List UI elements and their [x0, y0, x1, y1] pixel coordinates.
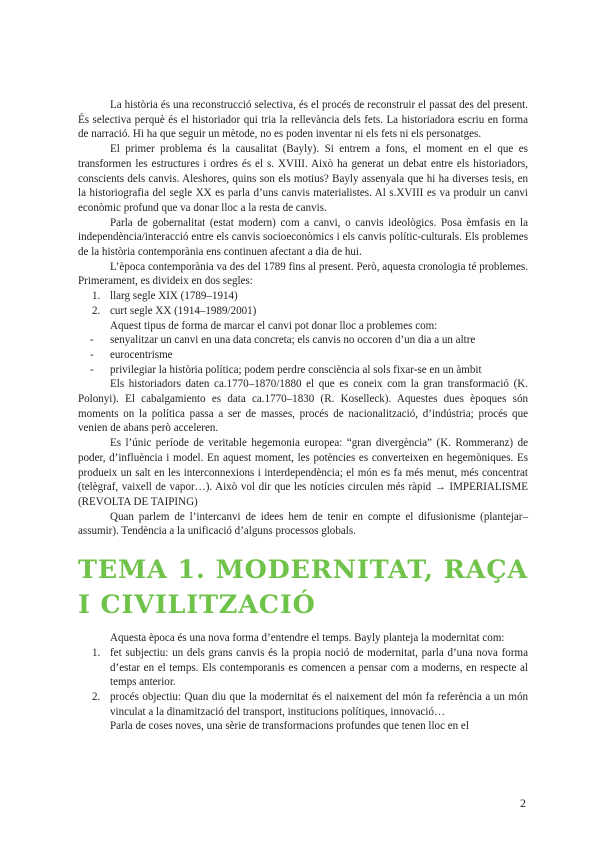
section-heading: TEMA 1. MODERNITAT, RAÇA I CIVILITZACIÓ: [78, 555, 528, 621]
paragraph: La història és una reconstrucció selectiva, és el procés de reconstruir el passat des del present. És selectiva perquè és el historiador qui tria la rellevància dels fets. La historiadora escriu en forma de narració. Hi ha que seguir un mètode, no es poden inventar ni els fets ni els personatges.: [78, 99, 528, 141]
paragraph: Quan parlem de l’intercanvi de idees hem de tenir en compte el difusionisme (plantejar–assumir). Tendència a la unificació d’alguns processos globals.: [78, 510, 528, 538]
modernity-list: [78, 646, 528, 720]
list-item-text: eurocentrisme: [110, 348, 173, 361]
list-item: [78, 348, 528, 363]
paragraph: Parla de gobernalitat (estat modern) com a canvi, o canvis ideològics. Posa èmfasis en la independència/interacció entre els canvis socioeconòmics i els canvis polític-culturals. Els problemes de la història contemporània ens continuen afectant a dia de hui.: [78, 216, 528, 259]
list-item: [78, 690, 528, 719]
list-item: [78, 304, 528, 319]
paragraph: L’època contemporània va des del 1789 fins al present. Però, aquesta cronologia té problemes. Primerament, es divideix en dos segles:: [78, 260, 528, 288]
list-item: [78, 363, 528, 378]
page-number: 2: [520, 796, 526, 810]
paragraph: Aquesta època és una nova forma d’entendre el temps. Bayly planteja la modernitat com:: [110, 632, 505, 645]
centuries-list: [78, 289, 528, 318]
dash-bullet: -: [90, 348, 94, 361]
list-item-text: fet subjectiu: un dels grans canvis és la propia noció de modernitat, parla d’una nova forma d’estar en el temps. Els contemporanis es comencen a pensar com a moderns, en respecte al temps anterior.: [110, 646, 528, 689]
dash-bullet: -: [90, 334, 94, 347]
list-item-text: privilegiar la història política; podem perdre consciència al sols fixar-se en un àmbit: [110, 363, 482, 376]
list-number: 2.: [92, 304, 101, 317]
problems-list: [78, 333, 528, 377]
paragraph: El primer problema és la causalitat (Bayly). Si entrem a fons, el moment en el que es transformen les estructures i ordres és el s. XVIII. Això ha generat un debat entre els historiadors, conscients dels canvis. Aleshores, quins son els motius? Bayly assenyala que hi ha diverses tesis, en la historiografia del segle XX es parla d’uns canvis materialistes. Al s.XVIII es va produir un canvi econòmic profund que va donar lloc a la resta de canvis.: [78, 143, 528, 214]
paragraph: Parla de coses noves, una sèrie de transformacions profundes que tenen lloc en el: [110, 720, 469, 733]
paragraph: Els historiadors daten ca.1770–1870/1880 el que es coneix com la gran transformació (K. Polonyi). El cabalgamiento es data ca.1770–1830 (R. Koselleck). Aquestes dues èpoques són moments on la política passa a ser de masses, procés de nacionalització, d’indústria; procés que venien de abans però acceleren.: [78, 378, 528, 435]
dash-bullet: -: [90, 363, 94, 376]
paragraph: Aquest tipus de forma de marcar el canvi pot donar lloc a problemes com:: [110, 319, 438, 332]
list-number: 2.: [92, 690, 101, 703]
list-number: 1.: [92, 290, 101, 303]
list-number: 1.: [92, 646, 101, 659]
list-item: [78, 646, 528, 690]
list-item-text: senyalitzar un canvi en una data concreta; els canvis no occoren d’un dia a un altre: [110, 334, 476, 347]
page-body: [78, 98, 528, 734]
list-item-text: procés objectiu: Quan diu que la modernitat és el naixement del món fa referència a un món vinculat a la dinamització del transport, institucions polítiques, innovació…: [110, 690, 528, 718]
list-item-text: llarg segle XIX (1789–1914): [110, 290, 238, 303]
list-item-text: curt segle XX (1914–1989/2001): [110, 304, 257, 317]
list-item: [78, 333, 528, 348]
list-item: [78, 289, 528, 304]
paragraph: Es l’únic període de veritable hegemonia europea: “gran divergència” (K. Rommeranz) de poder, d’influència i model. En aquest moment, les potències es converteixen en hegemòniques. Es produeix un salt en les interconnexions i interdependència; el món es fa més menut, més concentrat (telègraf, vaixell de vapor…). Això vol dir que les notícies circulen més ràpid → IMPERIALISME (REVOLTA DE TAIPING): [78, 437, 528, 508]
